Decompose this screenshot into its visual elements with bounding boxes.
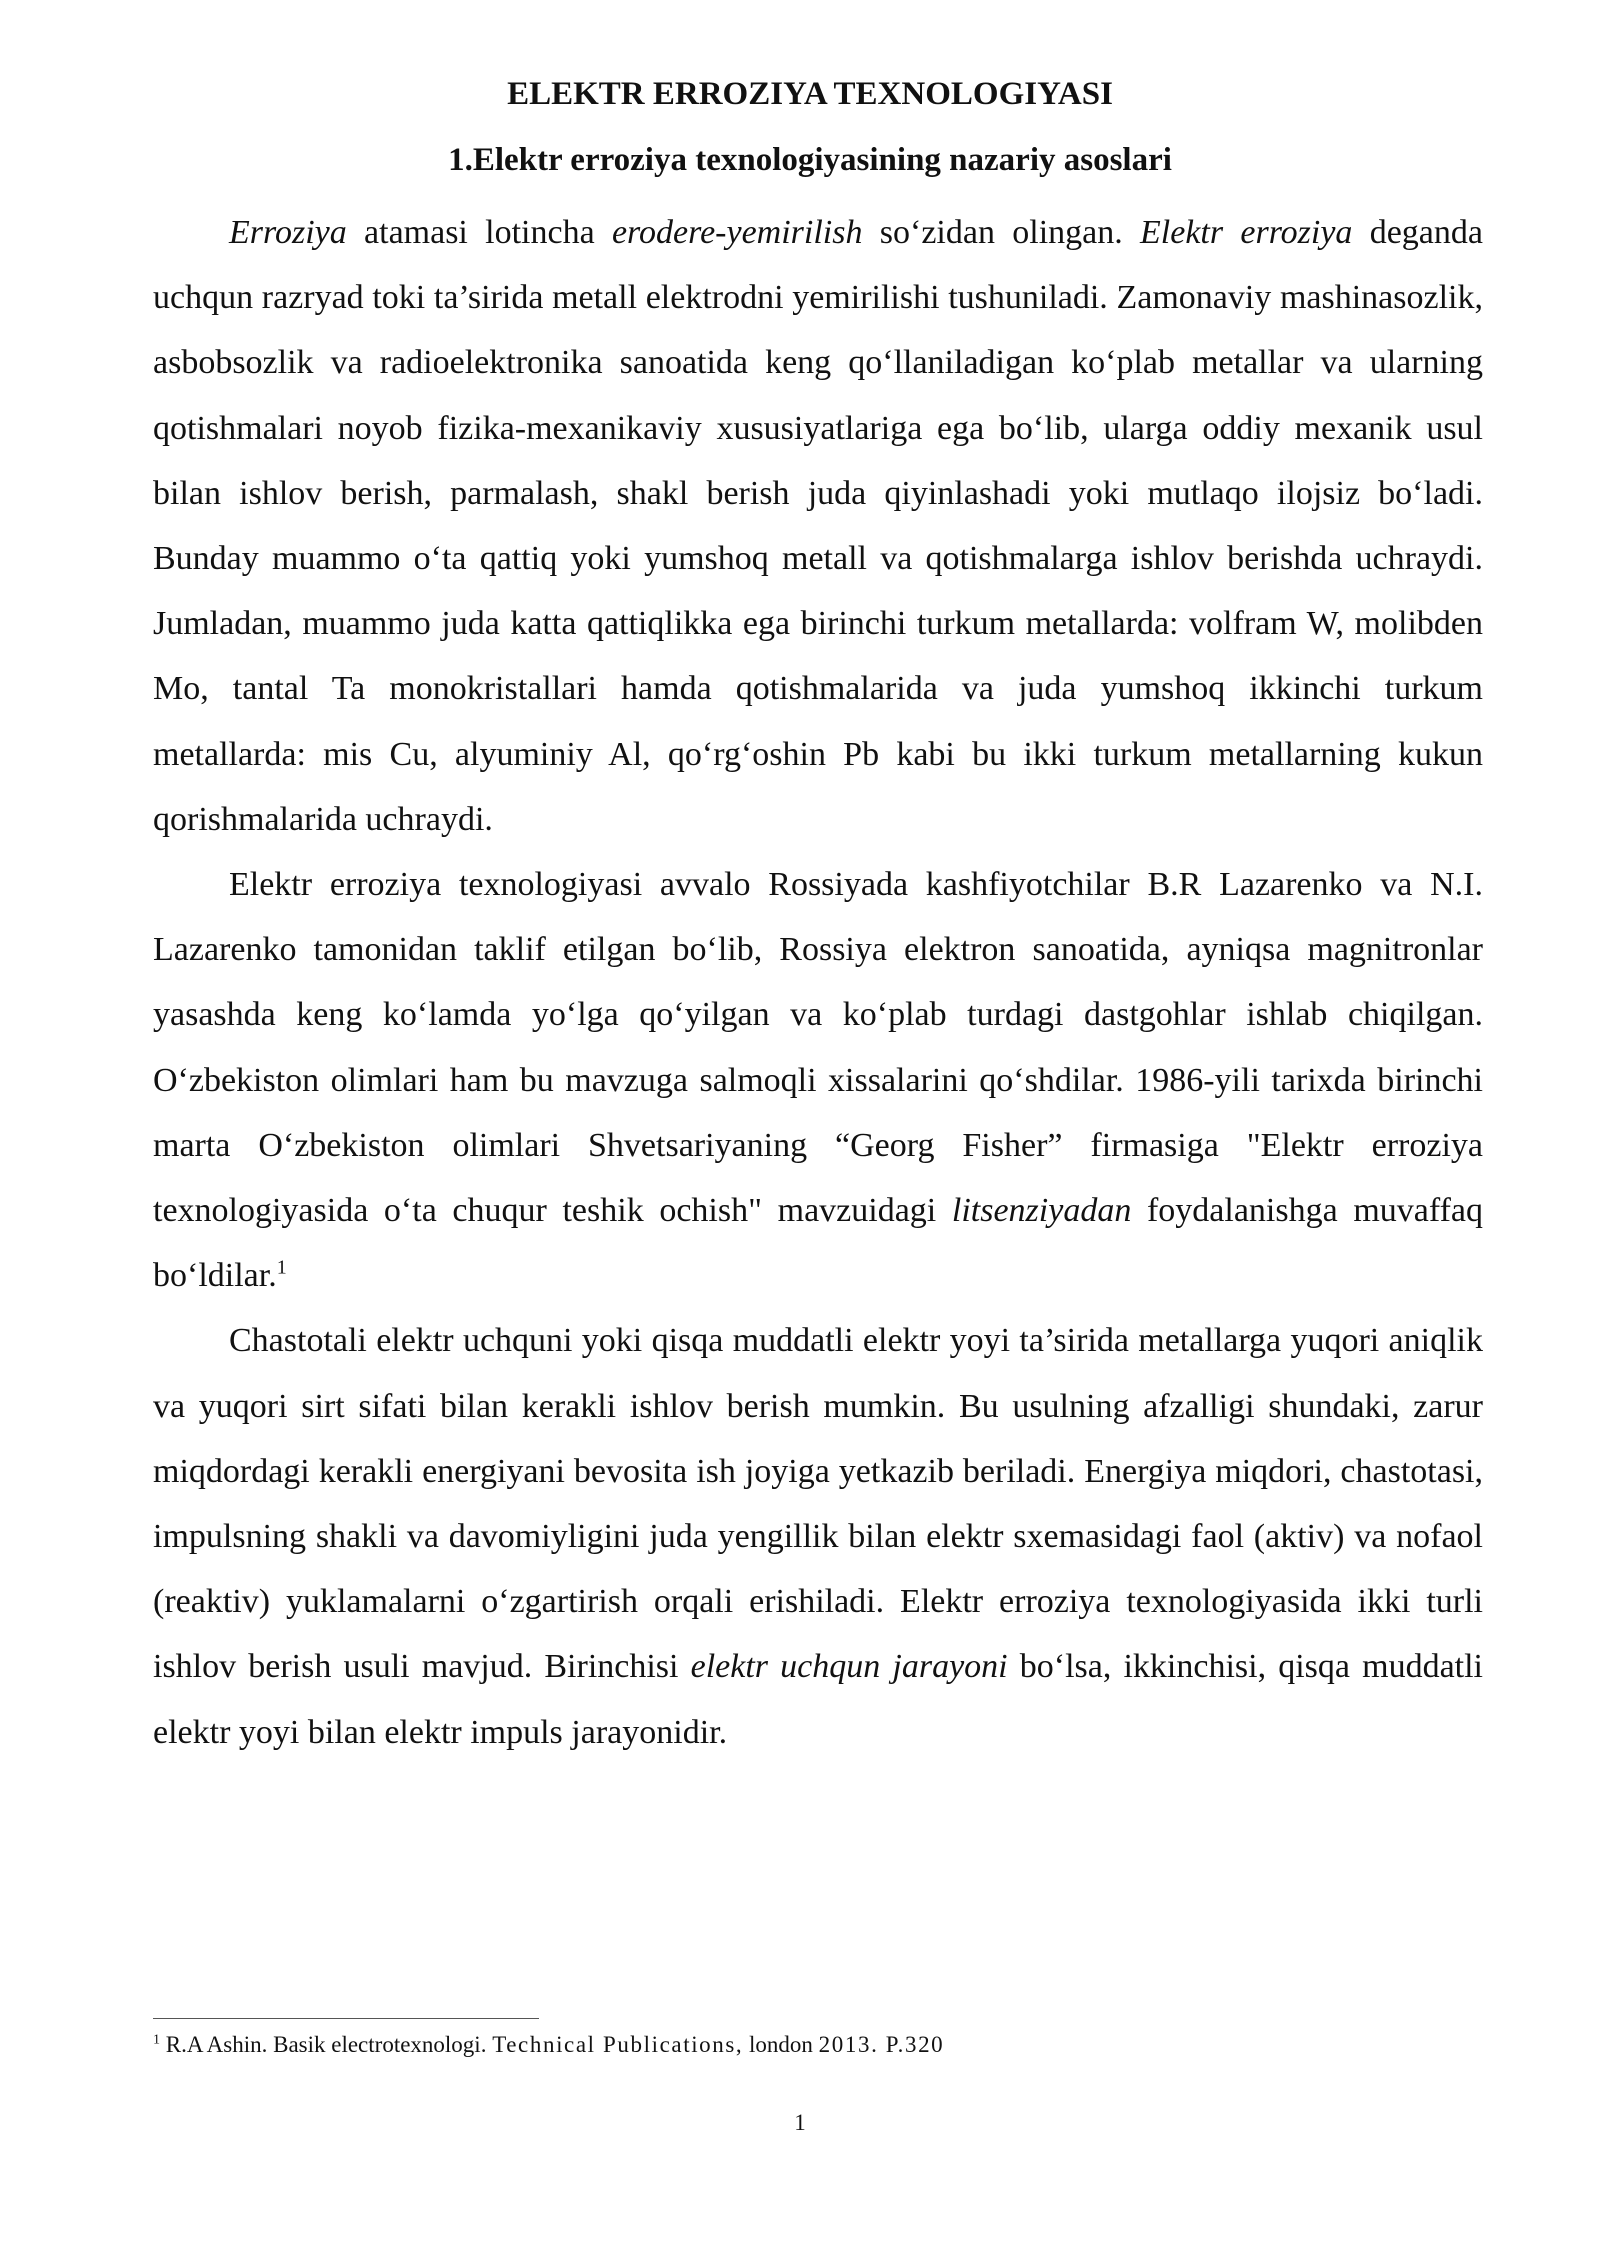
document-title: ELEKTR ERROZIYA TEXNOLOGIYASI <box>507 76 1113 112</box>
italic-term: Elektr erroziya <box>1140 214 1353 251</box>
footnote-city: london <box>743 2032 819 2057</box>
section-heading: 1.Elektr erroziya texnologiyasining nazariy asoslari <box>448 142 1172 178</box>
paragraph-3 <box>153 1308 1483 1764</box>
text-run: so‘zidan olingan. <box>862 214 1141 251</box>
text-run: foydalanishga muvaffaq bo‘ldilar. <box>153 1192 1483 1295</box>
text-run: bo‘lsa, ikkinchisi, qisqa muddatli elektr yoyi bilan elektr impuls jarayonidir. <box>153 1648 1484 1751</box>
body-text <box>153 200 1483 1765</box>
text-run: Chastotali elektr uchquni yoki qisqa muddatli elektr yoyi ta’sirida metallarga yuqori aniqlik va yuqori sirt sifati bilan kerakli ishlov berish mumkin. Bu usulning afzalligi shundaki, zarur miqdordagi kerakli energiyani bevosita ish joyiga yetkazib beriladi. Energiya miqdori, chastotasi, impulsning shakli va davomiyligini juda yengillik bilan elektr sxemasidagi faol (aktiv) va nofaol (reaktiv) yuklamalarni o‘zgartirish orqali erishiladi. Elektr erroziya texnologiyasida ikki turli ishlov berish usuli mavjud. Birinchisi <box>153 1322 1483 1686</box>
italic-term: Erroziya <box>229 214 347 251</box>
italic-term: erodere-yemirilish <box>611 214 863 251</box>
text-run: atamasi lotincha <box>346 214 612 251</box>
paragraph-2 <box>153 852 1483 1308</box>
italic-term: elektr uchqun jarayoni <box>690 1648 1008 1686</box>
footnote-year-page: 2013. P.320 <box>818 2032 945 2057</box>
footnote-divider <box>153 2018 539 2019</box>
page-number: 1 <box>794 2110 806 2135</box>
footnote-publisher: Technical Publications, <box>492 2032 744 2057</box>
paragraph-1 <box>153 200 1483 852</box>
footnote <box>153 2030 1483 2060</box>
text-run: deganda uchqun razryad toki ta’sirida metall elektrodni yemirilishi tushuniladi. Zamonaviy mashinasozlik, asbobsozlik va radioelektronika sanoatida keng qo‘llaniladigan ko‘plab metallar va ularning qotishmalari noyob fizika-mexanikaviy xususiyatlariga ega bo‘lib, ularga oddiy mexanik usul bilan ishlov berish, parmalash, shakl berish juda qiyinlashadi yoki mutlaqo ilojsiz bo‘ladi. Bunday muammo o‘ta qattiq yoki yumshoq metall va qotishmalarga ishlov berishda uchraydi. Jumladan, muammo juda katta qattiqlikka ega birinchi turkum metallarda: volfram W, molibden Mo, tantal Ta monokristallari hamda qotishmalarida va juda yumshoq ikkinchi turkum metallarda: mis Cu, alyuminiy Al, qo‘rg‘oshin Pb kabi bu ikki turkum metallarning kukun qorishmalarida uchraydi. <box>153 214 1483 838</box>
italic-term: litsenziyadan <box>951 1192 1132 1230</box>
text-run: Elektr erroziya texnologiyasi avvalo Rossiyada kashfiyotchilar B.R Lazarenko va N.I. Lazarenko tamonidan taklif etilgan bo‘lib, Rossiya elektron sanoatida, ayniqsa magnitronlar yasashda keng ko‘lamda yo‘lga qo‘yilgan va ko‘plab turdagi dastgohlar ishlab chiqilgan. O‘zbekiston olimlari ham bu mavzuga salmoqli xissalarini qo‘shdilar. 1986-yili tarixda birinchi marta O‘zbekiston olimlari Shvetsariyaning “Georg Fisher” firmasiga "Elektr erroziya texnologiyasida o‘ta chuqur teshik ochish" mavzuidagi <box>153 866 1483 1230</box>
footnote-marker: 1 <box>153 2032 160 2048</box>
footnote-reference: 1 <box>276 1256 287 1279</box>
footnote-text: R.A Ashin. Basik electrotexnologi. <box>160 2032 493 2057</box>
